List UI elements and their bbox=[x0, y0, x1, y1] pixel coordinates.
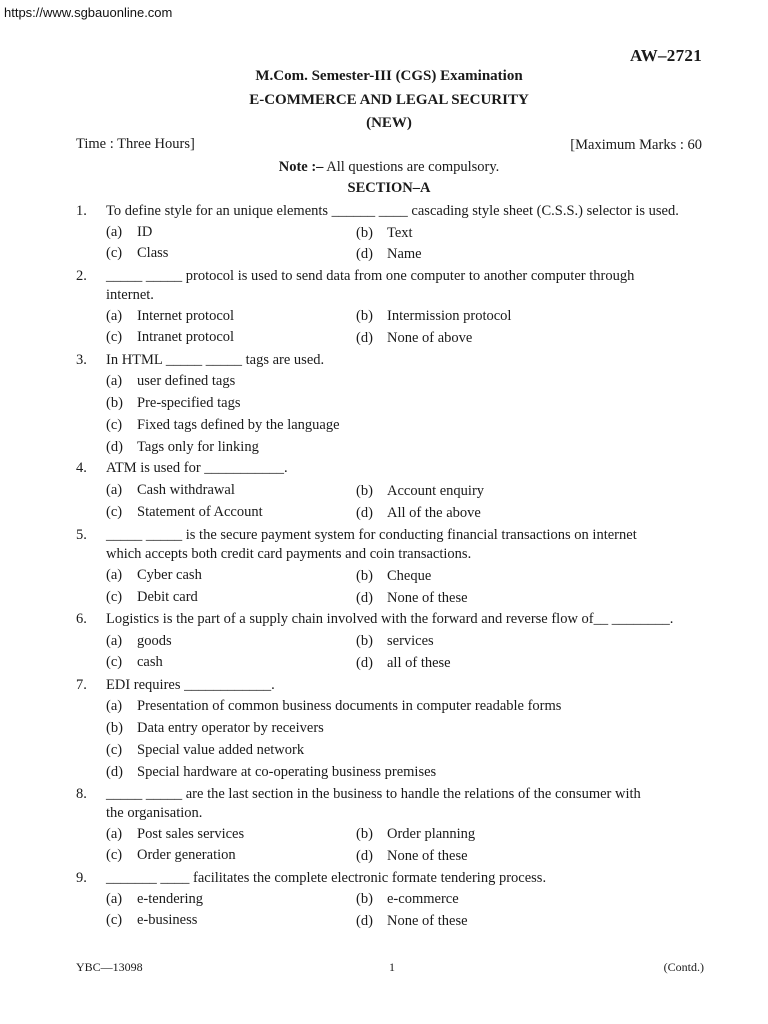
option-a: (a) user defined tags bbox=[106, 373, 236, 389]
question-text-continued: internet. bbox=[106, 287, 154, 303]
continued-label: (Contd.) bbox=[663, 960, 704, 974]
option-b: (b) e-commerce bbox=[356, 891, 459, 907]
option-c: (c) e-business bbox=[106, 912, 198, 928]
option-c: (c) Order generation bbox=[106, 847, 236, 863]
footer-code: YBC—13098 bbox=[76, 960, 143, 974]
question-number: 5. bbox=[76, 527, 87, 543]
question-number: 9. bbox=[76, 870, 87, 886]
question-number: 1. bbox=[76, 203, 87, 219]
paper-code: AW–2721 bbox=[630, 46, 702, 65]
question-text: _____ _____ are the last section in the business to handle the relations of the consumer with bbox=[106, 786, 641, 802]
time-label: Time : Three Hours] bbox=[76, 136, 195, 152]
option-c: (c) Special value added network bbox=[106, 742, 305, 758]
question-text: To define style for an unique elements ______ ____ cascading style sheet (C.S.S.) selector is used. bbox=[106, 203, 679, 219]
option-d: (d) None of these bbox=[356, 590, 468, 606]
subject-title: E-COMMERCE AND LEGAL SECURITY bbox=[249, 92, 529, 108]
option-b: (b) Cheque bbox=[356, 568, 432, 584]
question-text: EDI requires ____________. bbox=[106, 677, 275, 693]
question-text: ATM is used for ___________. bbox=[106, 460, 288, 476]
option-a: (a) Cyber cash bbox=[106, 567, 202, 583]
option-a: (a) ID bbox=[106, 224, 153, 240]
option-a: (a) e-tendering bbox=[106, 891, 204, 907]
option-d: (d) All of the above bbox=[356, 505, 481, 521]
question-text-continued: the organisation. bbox=[106, 805, 203, 821]
note bbox=[0, 159, 768, 176]
question-number: 3. bbox=[76, 352, 87, 368]
question-text: Logistics is the part of a supply chain involved with the forward and reverse flow of__ ________. bbox=[106, 611, 674, 627]
page-number: 1 bbox=[389, 960, 395, 974]
option-b: (b) Text bbox=[356, 225, 413, 241]
section-heading: SECTION–A bbox=[347, 180, 431, 196]
option-d: (d) Special hardware at co-operating business premises bbox=[106, 764, 437, 780]
question-text: _____ _____ is the secure payment system for conducting financial transactions on internet bbox=[106, 527, 637, 543]
option-d: (d) Name bbox=[356, 246, 422, 262]
question-number: 2. bbox=[76, 268, 87, 284]
option-d: (d) None of above bbox=[356, 330, 473, 346]
exam-title: M.Com. Semester-III (CGS) Examination bbox=[255, 68, 523, 84]
question-number: 6. bbox=[76, 611, 87, 627]
note-label: Note :– bbox=[278, 159, 324, 175]
option-d: (d) all of these bbox=[356, 655, 451, 671]
question-number: 7. bbox=[76, 677, 87, 693]
option-c: (c) Class bbox=[106, 245, 169, 261]
option-b: (b) Account enquiry bbox=[356, 483, 485, 499]
option-c: (c) Debit card bbox=[106, 589, 198, 605]
option-b: (b) services bbox=[356, 633, 434, 649]
option-a: (a) goods bbox=[106, 633, 172, 649]
option-b: (b) Order planning bbox=[356, 826, 476, 842]
option-a: (a) Post sales services bbox=[106, 826, 245, 842]
question-text-continued: which accepts both credit card payments and coin transactions. bbox=[106, 546, 472, 562]
option-a: (a) Presentation of common business documents in computer readable forms bbox=[106, 698, 562, 714]
question-text: _____ _____ protocol is used to send data from one computer to another computer through bbox=[106, 268, 635, 284]
option-b: (b) Data entry operator by receivers bbox=[106, 720, 324, 736]
option-d: (d) None of these bbox=[356, 913, 468, 929]
option-b: (b) Intermission protocol bbox=[356, 308, 512, 324]
source-url: https://www.sgbauonline.com bbox=[4, 5, 173, 20]
question-text: _______ ____ facilitates the complete electronic formate tendering process. bbox=[106, 870, 547, 886]
option-c: (c) Intranet protocol bbox=[106, 329, 235, 345]
option-b: (b) Pre-specified tags bbox=[106, 395, 241, 411]
question-number: 8. bbox=[76, 786, 87, 802]
note-text: All questions are compulsory. bbox=[323, 159, 500, 175]
option-a: (a) Internet protocol bbox=[106, 308, 235, 324]
option-d: (d) None of these bbox=[356, 848, 468, 864]
option-c: (c) cash bbox=[106, 654, 163, 670]
option-c: (c) Fixed tags defined by the language bbox=[106, 417, 340, 433]
question-text: In HTML _____ _____ tags are used. bbox=[106, 352, 325, 368]
option-d: (d) Tags only for linking bbox=[106, 439, 259, 455]
question-number: 4. bbox=[76, 460, 87, 476]
edition-label: (NEW) bbox=[366, 115, 412, 131]
max-marks-label: [Maximum Marks : 60 bbox=[570, 137, 702, 153]
option-a: (a) Cash withdrawal bbox=[106, 482, 235, 498]
option-c: (c) Statement of Account bbox=[106, 504, 263, 520]
